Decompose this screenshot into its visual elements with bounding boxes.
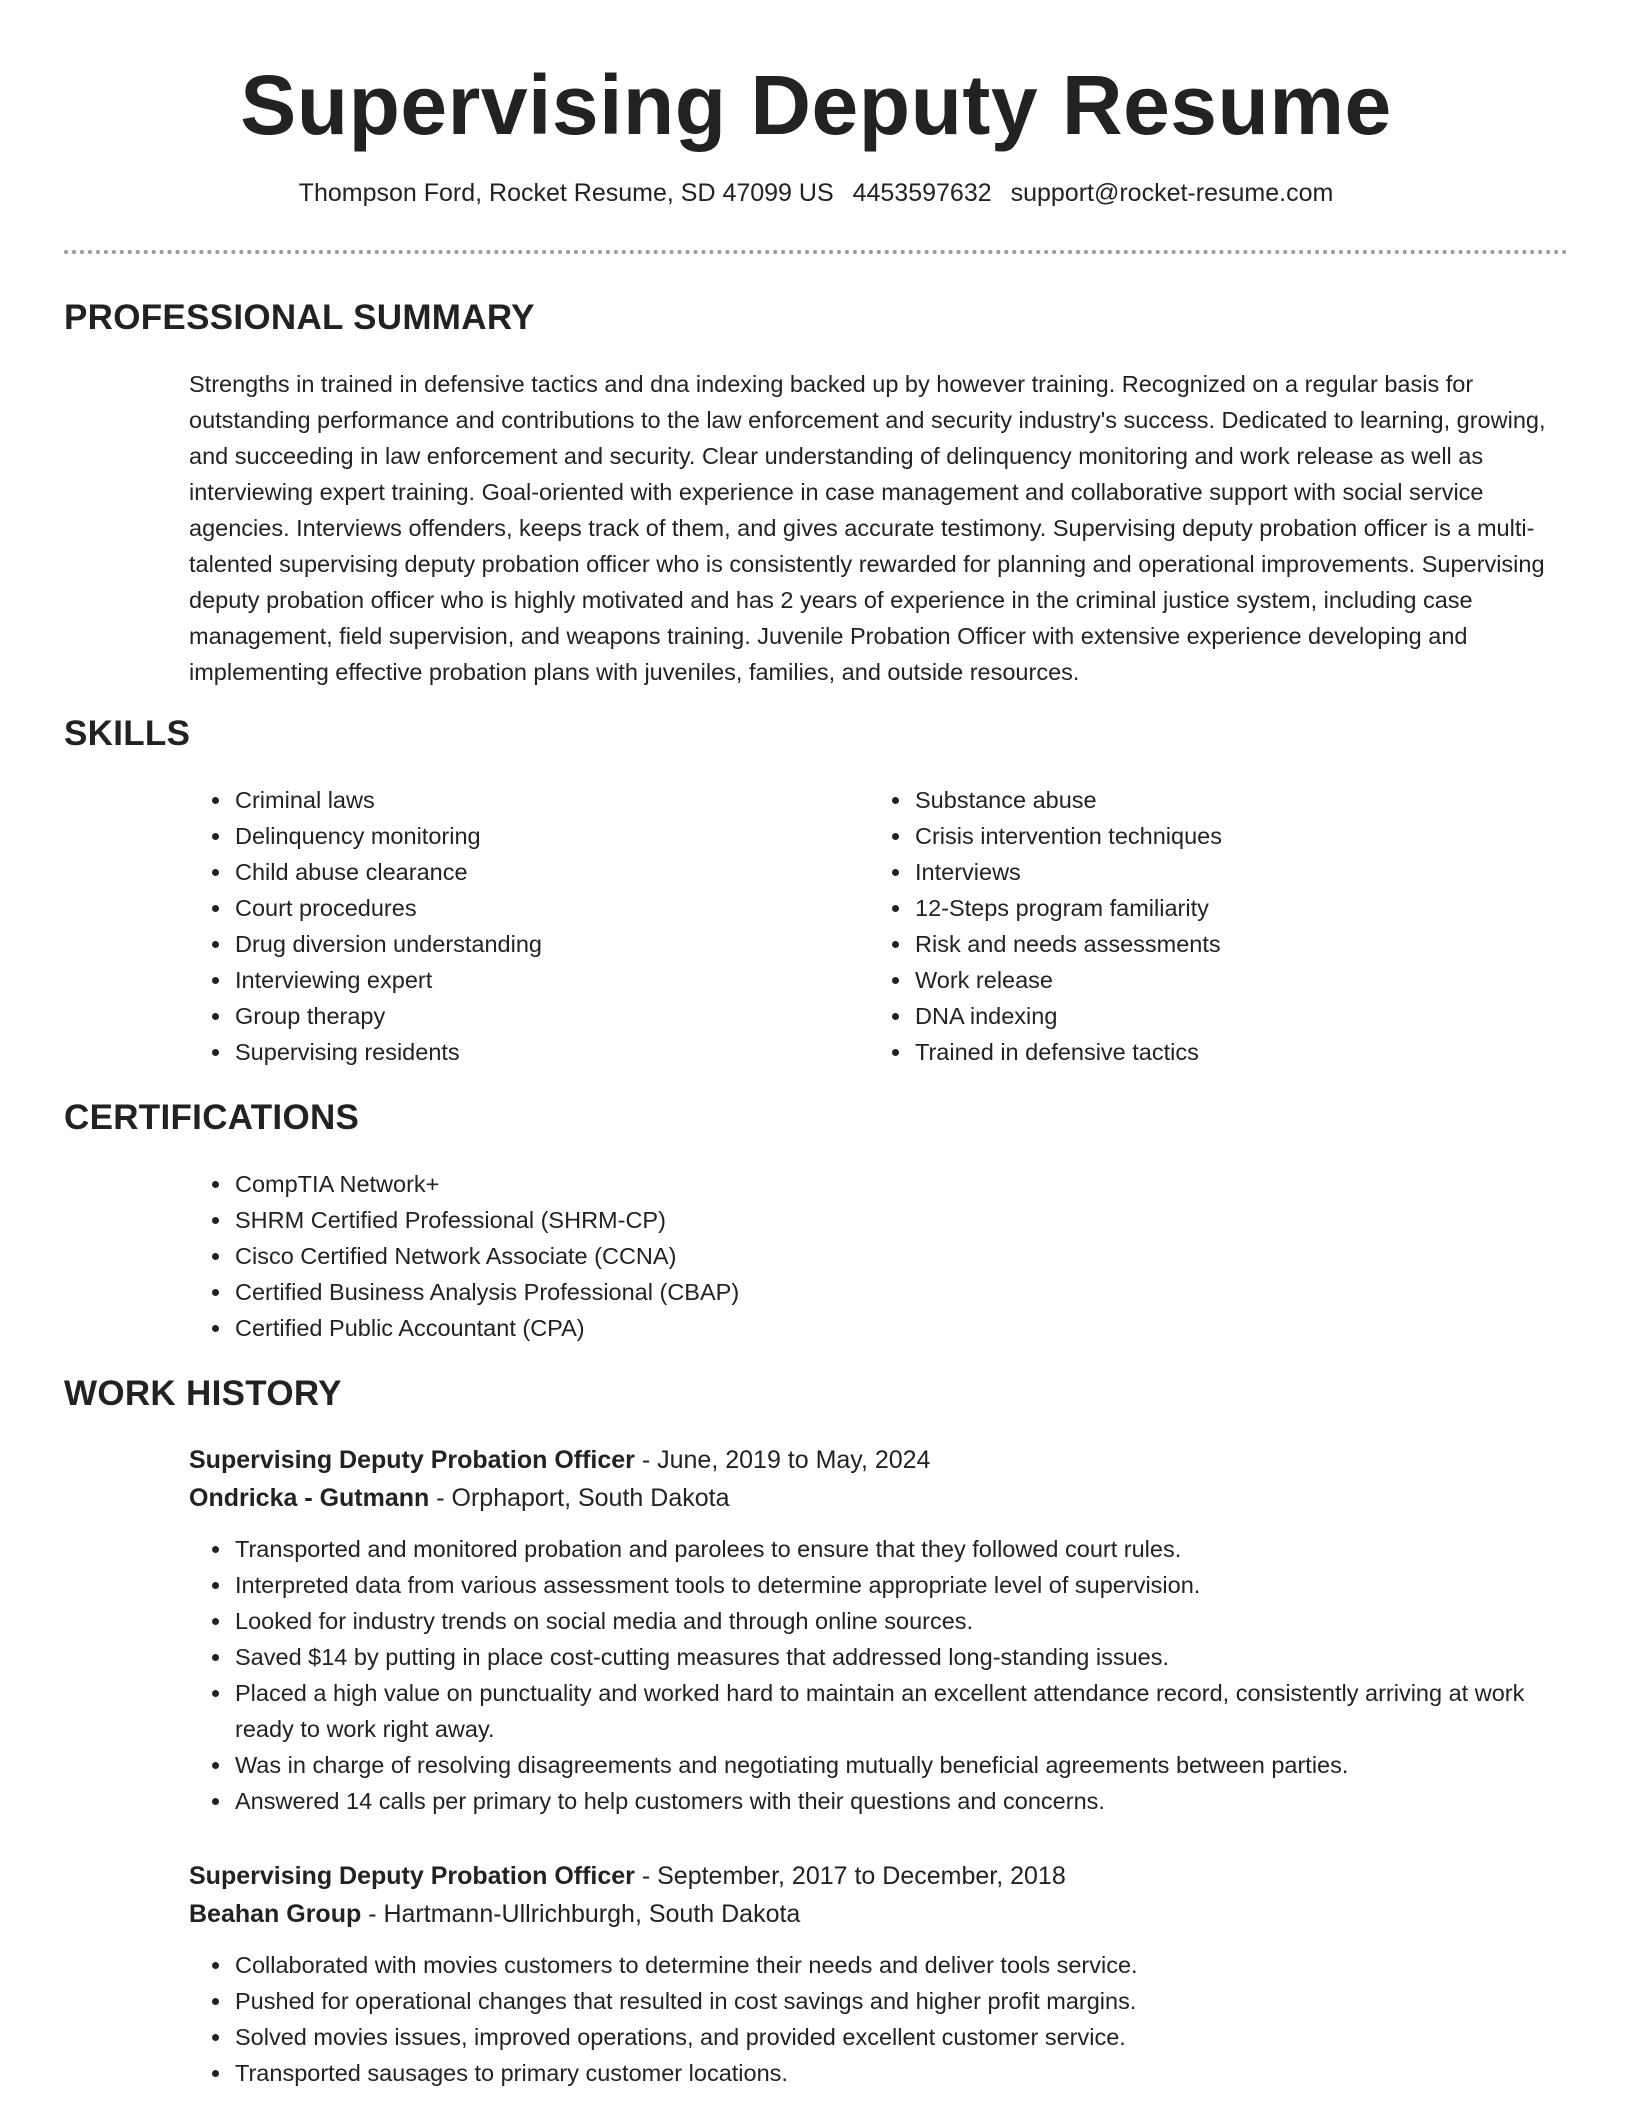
skill-item: • Supervising residents: [233, 1034, 839, 1070]
job-location: - Hartmann-Ullrichburgh, South Dakota: [361, 1900, 801, 1928]
job-title: Supervising Deputy Probation Officer: [189, 1446, 635, 1474]
certifications-heading: CERTIFICATIONS: [64, 1098, 360, 1137]
contact-address: Thompson Ford, Rocket Resume, SD 47099 US: [298, 179, 834, 207]
skill-item: • Delinquency monitoring: [233, 818, 839, 854]
skill-item: • Interviews: [913, 854, 1569, 890]
certification-item: • SHRM Certified Professional (SHRM-CP): [233, 1202, 1569, 1238]
summary-text: Strengths in trained in defensive tactics and dna indexing backed up by however training. Recognized on a regular basis for outstanding performance and contributions to the law enforcement and security industry's success. Dedicated to learning, growing, and succeeding in law enforcement and security. Clear understanding of delinquency monitoring and work release as well as interviewing expert training. Goal-oriented with experience in case management and collaborative support with social service agencies. Interviews offenders, keeps track of them, and gives accurate testimony. Supervising deputy probation officer is a multi-talented supervising deputy probation officer who is consistently rewarded for planning and operational improvements. Supervising deputy probation officer who is highly motivated and has 2 years of experience in the criminal justice system, including case management, field supervision, and weapons training. Juvenile Probation Officer with extensive experience developing and implementing effective probation plans with juveniles, families, and outside resources.: [189, 371, 1546, 685]
job-duty: • Pushed for operational changes that resulted in cost savings and higher profit margins.: [233, 1983, 1569, 2019]
work-history-heading: WORK HISTORY: [64, 1374, 342, 1413]
skill-item: • Group therapy: [233, 998, 839, 1034]
skills-heading: SKILLS: [64, 714, 191, 753]
job-duty: • Was in charge of resolving disagreements and negotiating mutually beneficial agreements between parties.: [233, 1747, 1569, 1783]
skills-list-left: [189, 782, 839, 1070]
job-duty: • Looked for industry trends on social media and through online sources.: [233, 1603, 1569, 1639]
skills-column-right: [869, 782, 1569, 1070]
certification-item: • Certified Business Analysis Professional (CBAP): [233, 1274, 1569, 1310]
job-title: Supervising Deputy Probation Officer: [189, 1862, 635, 1890]
skill-item: • DNA indexing: [913, 998, 1569, 1034]
job-title-line: [189, 1857, 1569, 1895]
job-entry: [189, 1857, 1569, 2091]
contact-email: support@rocket-resume.com: [1010, 179, 1334, 207]
skills-list-right: [869, 782, 1569, 1070]
job-entry: [189, 1441, 1569, 1819]
job-duty: • Collaborated with movies customers to determine their needs and deliver tools service.: [233, 1947, 1569, 1983]
job-dates: - September, 2017 to December, 2018: [634, 1862, 1066, 1890]
job-title-line: [189, 1441, 1569, 1479]
job-duty: • Solved movies issues, improved operations, and provided excellent customer service.: [233, 2019, 1569, 2055]
job-duty: • Transported and monitored probation and parolees to ensure that they followed court rules.: [233, 1531, 1569, 1567]
job-duty: • Transported sausages to primary customer locations.: [233, 2055, 1569, 2091]
job-duty: • Interpreted data from various assessment tools to determine appropriate level of supervision.: [233, 1567, 1569, 1603]
job-duties-list: [189, 1947, 1569, 2091]
skill-item: • Risk and needs assessments: [913, 926, 1569, 962]
skill-item: • Court procedures: [233, 890, 839, 926]
skill-item: • Crisis intervention techniques: [913, 818, 1569, 854]
resume-header: [0, 55, 1632, 209]
job-location: - Orphaport, South Dakota: [429, 1484, 730, 1512]
skill-item: • Interviewing expert: [233, 962, 839, 998]
skill-item: • Substance abuse: [913, 782, 1569, 818]
certifications-block: [189, 1166, 1569, 1346]
certifications-list: [189, 1166, 1569, 1346]
job-duty: • Saved $14 by putting in place cost-cutting measures that addressed long-standing issues.: [233, 1639, 1569, 1675]
header-divider: [64, 250, 1568, 254]
summary-heading: PROFESSIONAL SUMMARY: [64, 298, 535, 337]
contact-line: [0, 177, 1632, 209]
job-duties-list: [189, 1531, 1569, 1819]
resume-title: Supervising Deputy Resume: [240, 58, 1392, 152]
job-company-line: [189, 1479, 1569, 1517]
job-duty: • Placed a high value on punctuality and worked hard to maintain an excellent attendance record, consistently arriving at work ready to work right away.: [233, 1675, 1569, 1747]
skill-item: • Child abuse clearance: [233, 854, 839, 890]
skill-item: • Criminal laws: [233, 782, 839, 818]
skill-item: • 12-Steps program familiarity: [913, 890, 1569, 926]
certification-item: • CompTIA Network+: [233, 1166, 1569, 1202]
job-dates: - June, 2019 to May, 2024: [634, 1446, 931, 1474]
job-company: Ondricka - Gutmann: [189, 1484, 430, 1512]
job-duty: • Answered 14 calls per primary to help customers with their questions and concerns.: [233, 1783, 1569, 1819]
skill-item: • Trained in defensive tactics: [913, 1034, 1569, 1070]
skills-column-left: [189, 782, 839, 1070]
job-company-line: [189, 1895, 1569, 1933]
skill-item: • Work release: [913, 962, 1569, 998]
certification-item: • Cisco Certified Network Associate (CCNA): [233, 1238, 1569, 1274]
contact-phone: 4453597632: [852, 179, 992, 207]
job-company: Beahan Group: [189, 1900, 362, 1928]
skill-item: • Drug diversion understanding: [233, 926, 839, 962]
certification-item: • Certified Public Accountant (CPA): [233, 1310, 1569, 1346]
